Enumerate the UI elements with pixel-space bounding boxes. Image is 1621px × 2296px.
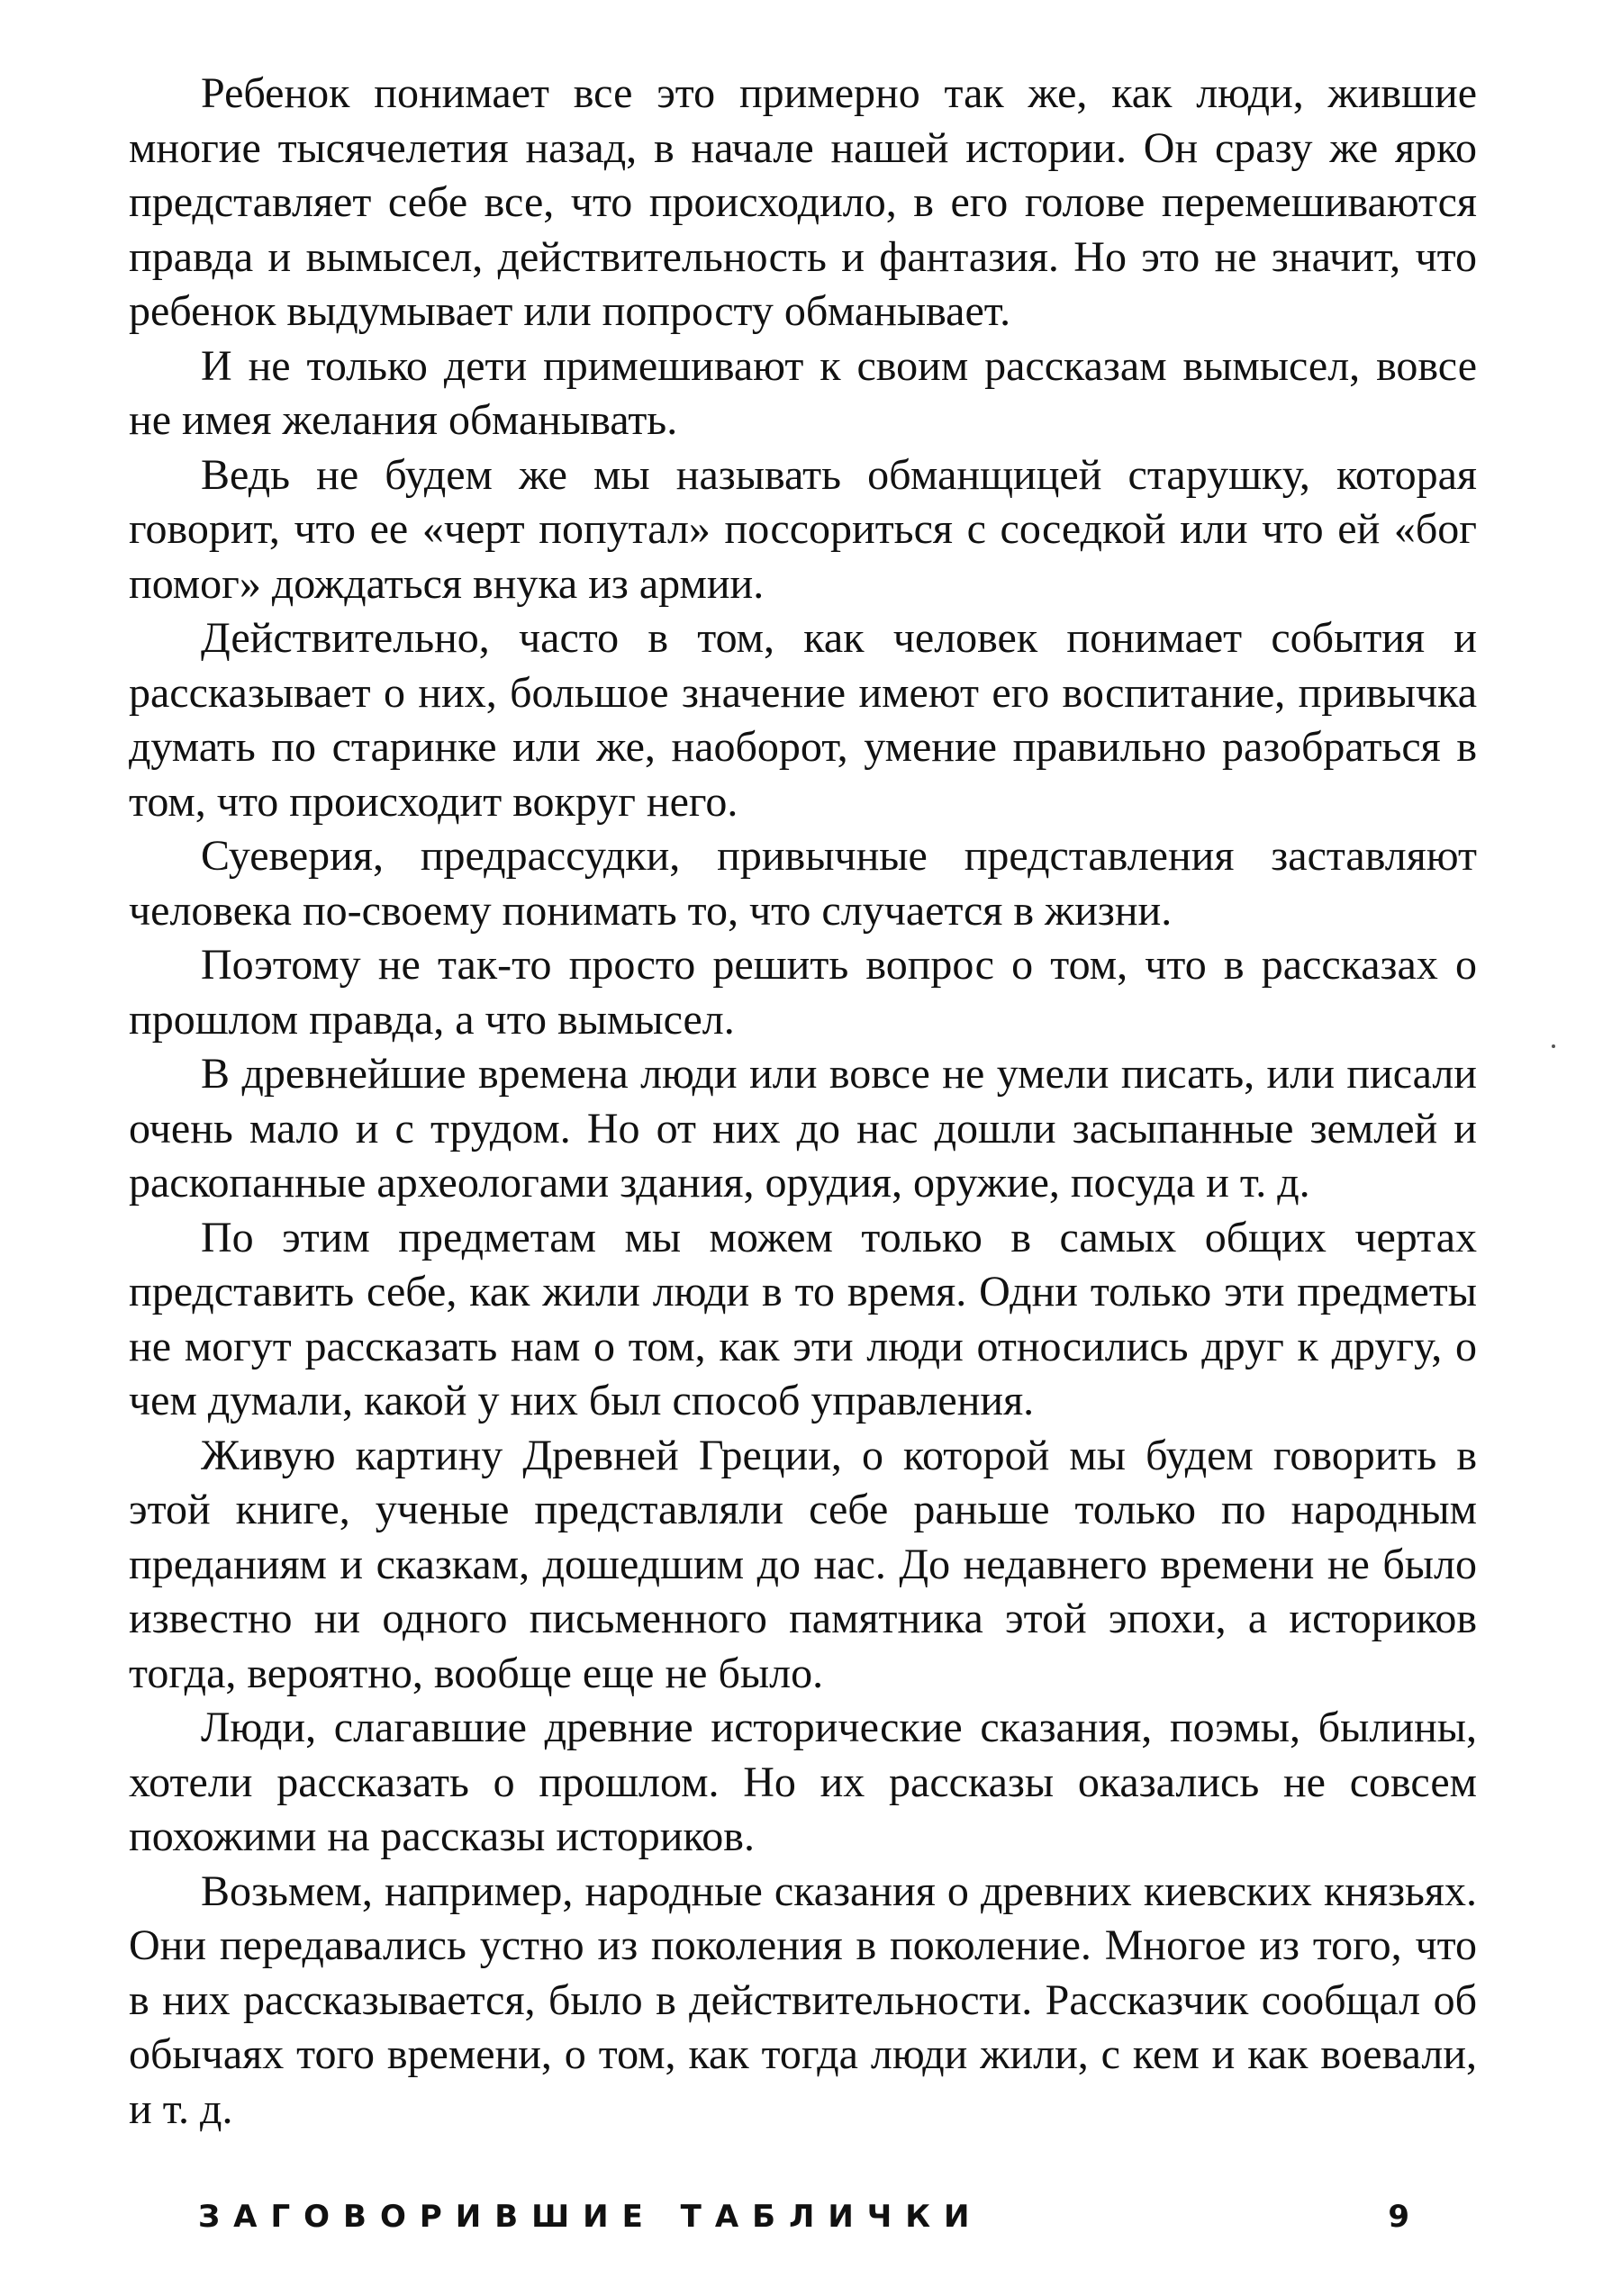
- paragraph-9: Живую картину Древней Греции, о которой мы будем говорить в этой книге, ученые представляли себе раньше только по народным преданиям и сказкам, дошедшим до нас. До недавнего времени не было известно ни одного письменного памятника этой эпохи, а историков тогда, вероятно, вообще еще не было.: [129, 1431, 1477, 1697]
- running-title: ЗАГОВОРИВШИЕ ТАБЛИЧКИ: [198, 2199, 983, 2235]
- page-number: 9: [1388, 2199, 1409, 2235]
- paragraph-6: Поэтому не так-то просто решить вопрос о том, что в рассказах о прошлом правда, а что вымысел.: [129, 941, 1477, 1044]
- body-text: [129, 67, 1477, 2137]
- paragraph-3: Ведь не будем же мы называть обманщицей старушку, которая говорит, что ее «черт попутал» поссориться с соседкой или что ей «бог помог» дождаться внука из армии.: [129, 450, 1477, 608]
- paragraph-2: И не только дети примешивают к своим рассказам вымысел, вовсе не имея желания обманывать.: [129, 341, 1477, 444]
- paragraph-4: Действительно, часто в том, как человек понимает события и рассказывает о них, большое значение имеют его воспитание, привычка думать по старинке или же, наоборот, умение правильно разобраться в том, что происходит вокруг него.: [129, 614, 1477, 826]
- margin-speck: [1552, 1044, 1555, 1048]
- paragraph-5: Суеверия, предрассудки, привычные представления заставляют человека по-своему понимать то, что случается в жизни.: [129, 832, 1477, 935]
- paragraph-8: По этим предметам мы можем только в самых общих чертах представить себе, как жили люди в то время. Одни только эти предметы не могут рассказать нам о том, как эти люди относились друг к другу, о чем думали, какой у них был способ управления.: [129, 1213, 1477, 1424]
- paragraph-11: Возьмем, например, народные сказания о древних киевских князьях. Они передавались устно из поколения в поколение. Многое из того, что в них рассказывается, было в действительности. Рассказчик сообщал об обычаях того времени, о том, как тогда люди жили, с кем и как воевали, и т. д.: [129, 1867, 1477, 2133]
- page-footer: [198, 2199, 1409, 2244]
- paragraph-1: Ребенок понимает все это примерно так же, как люди, жившие многие тысячелетия назад, в начале нашей истории. Он сразу же ярко представляет себе все, что происходило, в его голове перемешиваются правда и вымысел, действительность и фантазия. Но это не значит, что ребенок выдумывает или попросту обманывает.: [129, 69, 1477, 335]
- paragraph-7: В древнейшие времена люди или вовсе не умели писать, или писали очень мало и с трудом. Но от них до нас дошли засыпанные землей и раскопанные археологами здания, орудия, оружие, посуда и т. д.: [129, 1050, 1477, 1207]
- paragraph-10: Люди, слагавшие древние исторические сказания, поэмы, былины, хотели рассказать о прошлом. Но их рассказы оказались не совсем похожими на рассказы историков.: [129, 1704, 1477, 1860]
